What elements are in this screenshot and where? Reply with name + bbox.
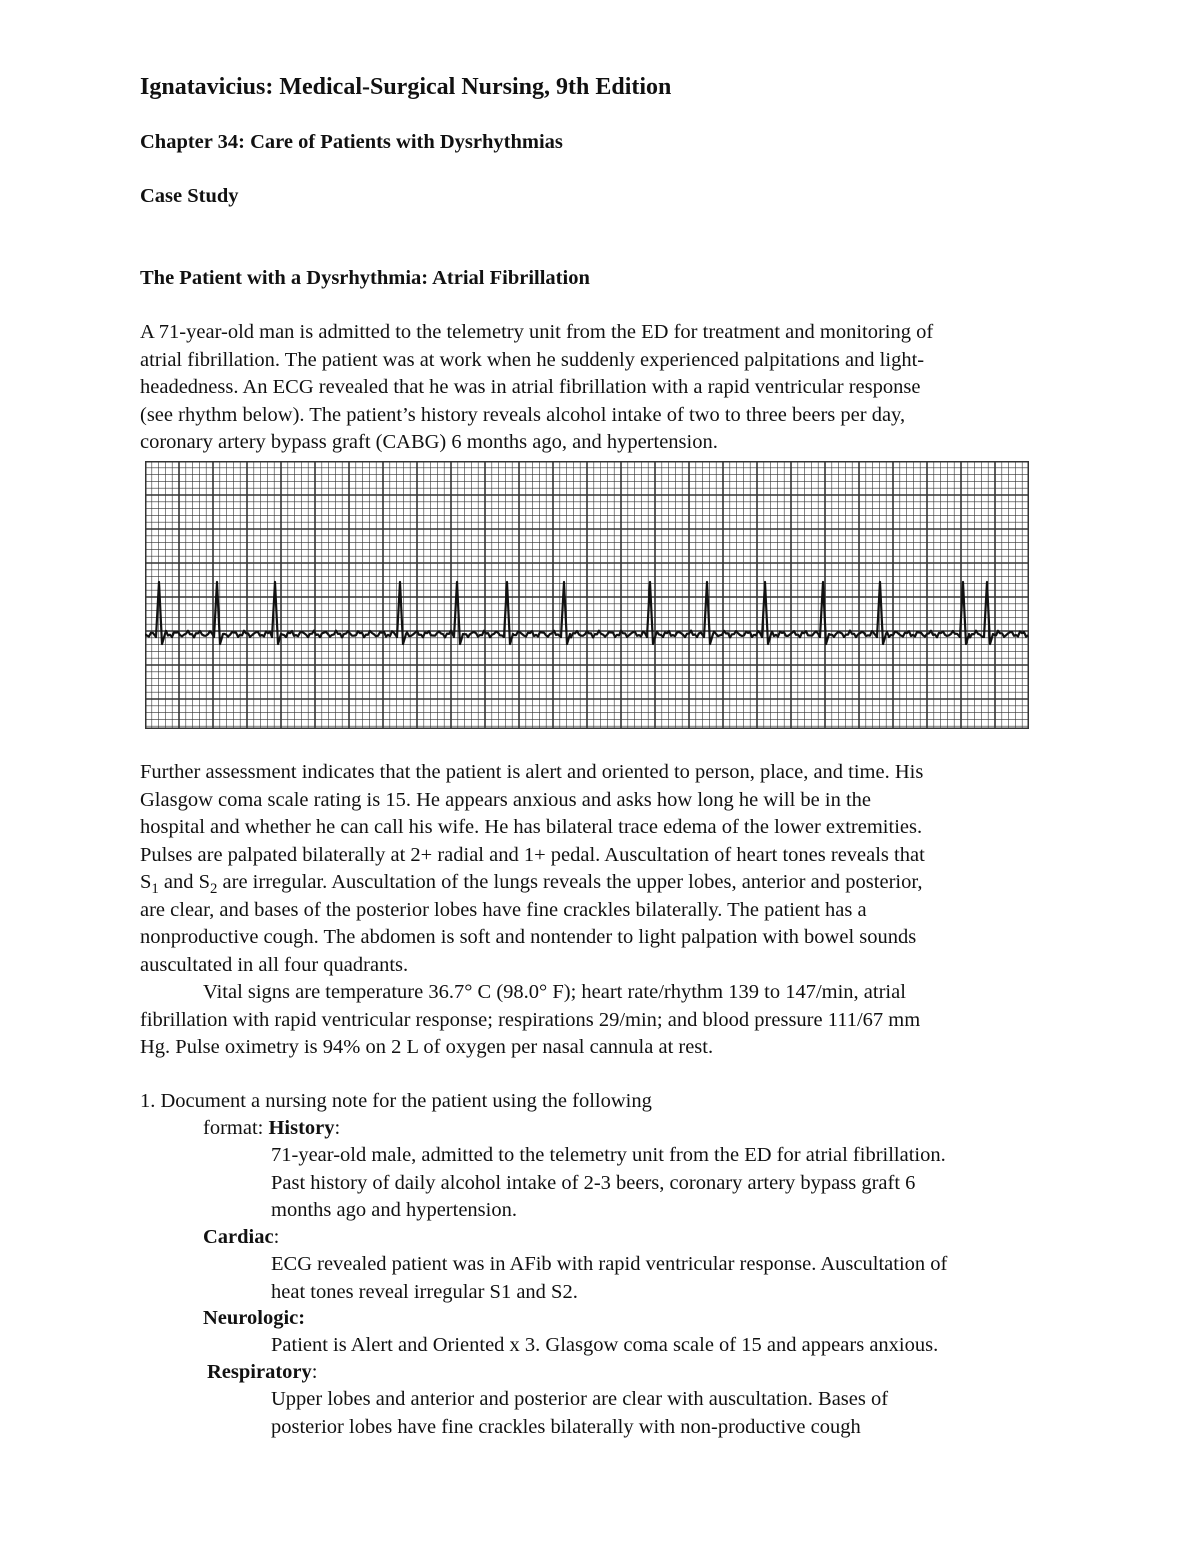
- neurologic-label: Neurologic:: [203, 1307, 306, 1329]
- assessment-paragraph: [140, 759, 925, 979]
- history-line: 71-year-old male, admitted to the telemetry unit from the ED for atrial fibrillation.: [271, 1144, 946, 1166]
- history-notes: [271, 1142, 946, 1225]
- heart-sound-and-s: and S: [158, 871, 211, 893]
- vitals-line: fibrillation with rapid ventricular response; respirations 29/min; and blood pressure 111/67 mm: [140, 1008, 921, 1031]
- heart-sound-s: S: [140, 871, 152, 893]
- section-heading: Case Study: [140, 185, 239, 207]
- cardiac-colon: :: [273, 1226, 280, 1248]
- case-title: The Patient with a Dysrhythmia: Atrial Fibrillation: [140, 267, 590, 289]
- history-label: History: [268, 1117, 335, 1139]
- assessment-line: Pulses are palpated bilaterally at 2+ radial and 1+ pedal. Auscultation of heart tones reveals that: [140, 843, 925, 866]
- assessment-line-rest: are irregular. Auscultation of the lungs reveals the upper lobes, anterior and posterior,: [217, 871, 923, 893]
- assessment-line: are clear, and bases of the posterior lobes have fine crackles bilaterally. The patient has a: [140, 898, 867, 921]
- chapter-heading: Chapter 34: Care of Patients with Dysrhythmias: [140, 131, 563, 153]
- cardiac-line: heat tones reveal irregular S1 and S2.: [271, 1280, 578, 1303]
- cardiac-heading: [203, 1224, 279, 1252]
- intro-line: (see rhythm below). The patient’s history reveals alcohol intake of two to three beers per day,: [140, 403, 906, 426]
- assessment-line: hospital and whether he can call his wife. He has bilateral trace edema of the lower extremities.: [140, 816, 923, 838]
- subscript-two: 2: [210, 881, 218, 898]
- vitals-line: Vital signs are temperature 36.7° C (98.0° F); heart rate/rhythm 139 to 147/min, atrial: [203, 981, 906, 1003]
- respiratory-colon: :: [311, 1361, 318, 1383]
- neurologic-line: Patient is Alert and Oriented x 3. Glasgow coma scale of 15 and appears anxious.: [271, 1334, 939, 1356]
- intro-paragraph: [140, 319, 933, 457]
- respiratory-notes: [271, 1386, 888, 1441]
- vitals-line: Hg. Pulse oximetry is 94% on 2 L of oxygen per nasal cannula at rest.: [140, 1036, 714, 1058]
- cardiac-line: ECG revealed patient was in AFib with rapid ventricular response. Auscultation of: [271, 1253, 948, 1275]
- intro-line: coronary artery bypass graft (CABG) 6 months ago, and hypertension.: [140, 431, 718, 453]
- subscript-one: 1: [151, 881, 159, 898]
- history-colon: :: [334, 1117, 341, 1139]
- intro-line: atrial fibrillation. The patient was at work when he suddenly experienced palpitations and light-: [140, 348, 925, 371]
- intro-line: headedness. An ECG revealed that he was in atrial fibrillation with a rapid ventricular response: [140, 376, 921, 398]
- vitals-paragraph: [140, 979, 920, 1062]
- history-line: Past history of daily alcohol intake of 2-3 beers, coronary artery bypass graft 6: [271, 1171, 916, 1194]
- document-title: Ignatavicius: Medical-Surgical Nursing, 9th Edition: [140, 74, 672, 100]
- history-heading: [203, 1115, 340, 1143]
- assessment-line: Further assessment indicates that the patient is alert and oriented to person, place, and time. His: [140, 761, 924, 783]
- intro-line: A 71-year-old man is admitted to the telemetry unit from the ED for treatment and monitoring of: [140, 321, 934, 343]
- format-prefix: format:: [203, 1117, 269, 1139]
- neurologic-notes: [271, 1332, 938, 1360]
- respiratory-line: Upper lobes and anterior and posterior are clear with auscultation. Bases of: [271, 1388, 889, 1410]
- cardiac-notes: [271, 1251, 947, 1306]
- cardiac-label: Cardiac: [203, 1226, 274, 1248]
- assessment-line: nonproductive cough. The abdomen is soft and nontender to light palpation with bowel sounds: [140, 926, 917, 948]
- history-line: months ago and hypertension.: [271, 1199, 517, 1221]
- ecg-rhythm-strip: [145, 461, 1029, 729]
- respiratory-line: posterior lobes have fine crackles bilaterally with non-productive cough: [271, 1415, 861, 1438]
- assessment-line: Glasgow coma scale rating is 15. He appears anxious and asks how long he will be in the: [140, 788, 871, 811]
- question-line: 1. Document a nursing note for the patient using the following: [140, 1090, 652, 1112]
- assessment-line: [140, 869, 925, 897]
- assessment-line: auscultated in all four quadrants.: [140, 953, 409, 976]
- respiratory-label: Respiratory: [207, 1361, 312, 1383]
- respiratory-heading: [207, 1359, 317, 1387]
